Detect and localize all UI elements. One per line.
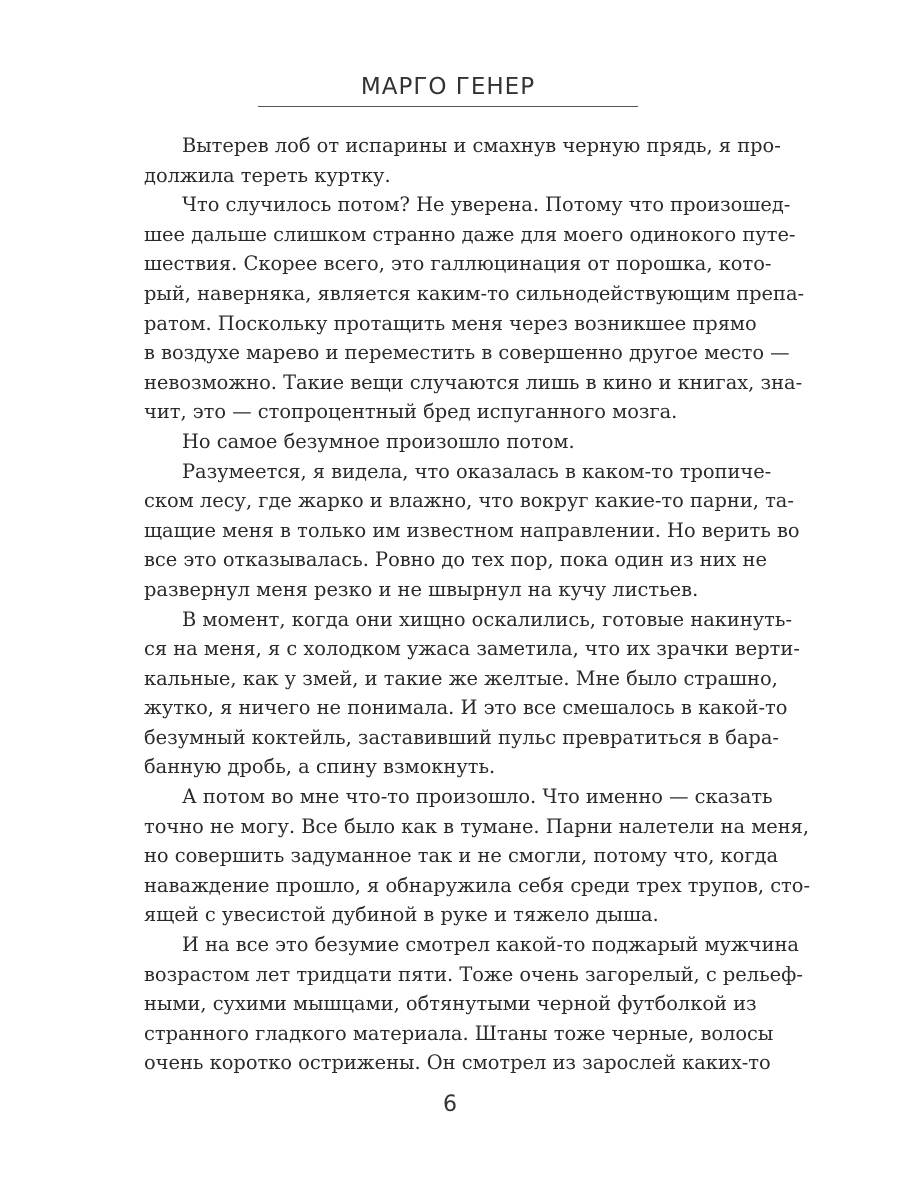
text-line: но совершить задуманное так и не смогли, потому что, когда [144, 844, 779, 868]
text-line: кальные, как у змей, и такие же желтые. Мне было страшно, [144, 666, 778, 690]
header-rule [258, 106, 638, 107]
text-line: И на все это безумие смотрел какой-то поджарый мужчина [182, 933, 799, 957]
text-line: Что случилось потом? Не уверена. Потому что произошед- [182, 193, 791, 217]
text-line: банную дробь, а спину взмокнуть. [144, 755, 496, 779]
running-title: МАРГО ГЕНЕР [360, 74, 536, 100]
text-line: ящей с увесистой дубиной в руке и тяжело дыша. [144, 903, 659, 927]
text-line: жутко, я ничего не понимала. И это все смешалось в какой-то [144, 696, 788, 720]
text-line: шествия. Скорее всего, это галлюцинация от порошка, кото- [144, 252, 772, 276]
text-line: развернул меня резко и не швырнул на кучу листьев. [144, 577, 699, 601]
text-line: в воздухе марево и переместить в совершенно другое место — [144, 341, 790, 365]
text-line: невозможно. Такие вещи случаются лишь в кино и книгах, зна- [144, 370, 803, 394]
paragraph [144, 930, 803, 1078]
text-line: Вытерев лоб от испарины и смахнув черную прядь, я про- [182, 134, 781, 157]
paragraph [144, 427, 756, 457]
text-line: ными, сухими мышцами, обтянутыми черной футболкой из [144, 992, 757, 1016]
text-line: рый, наверняка, является каким-то сильнодействующим препа- [144, 281, 805, 305]
text-line: все это отказывалась. Ровно до тех пор, пока один из них не [144, 548, 767, 572]
body-text [144, 131, 811, 1078]
paragraph [144, 190, 805, 427]
text-line: В момент, когда они хищно оскалились, готовые накинуть- [182, 607, 793, 631]
text-line: странного гладкого материала. Штаны тоже черные, волосы [144, 1021, 774, 1045]
text-line: безумный коктейль, заставивший пульс превратиться в бара- [144, 725, 779, 749]
text-line: А потом во мне что-то произошло. Что именно — сказать [182, 785, 773, 809]
paragraph [144, 605, 800, 783]
page-number: 6 [443, 1092, 457, 1117]
paragraph [144, 131, 781, 190]
text-line: ратом. Поскольку протащить меня через возникшее прямо [144, 311, 757, 335]
text-line: должила тереть куртку. [144, 163, 391, 187]
text-line: точно не могу. Все было как в тумане. Парни налетели на меня, [144, 814, 810, 838]
text-line: возрастом лет тридцати пяти. Тоже очень загорелый, с рельеф- [144, 962, 803, 986]
text-line: очень коротко острижены. Он смотрел из зарослей каких-то [144, 1051, 771, 1075]
text-line: наваждение прошло, я обнаружила себя среди трех трупов, сто- [144, 873, 811, 897]
text-line: ся на меня, я с холодком ужаса заметила, что их зрачки верти- [144, 637, 800, 661]
text-line: Но самое безумное произошло потом. [182, 429, 575, 453]
text-line: шее дальше слишком странно даже для моего одинокого путе- [144, 222, 796, 246]
text-line: Разумеется, я видела, что оказалась в каком-то тропиче- [182, 459, 772, 483]
paragraph [144, 782, 811, 930]
text-line: щащие меня в только им известном направлении. Но верить во [144, 518, 800, 542]
text-line: ском лесу, где жарко и влажно, что вокруг какие-то парни, та- [144, 489, 794, 513]
text-line: чит, это — стопроцентный бред испуганного мозга. [144, 400, 678, 424]
paragraph [144, 457, 800, 605]
